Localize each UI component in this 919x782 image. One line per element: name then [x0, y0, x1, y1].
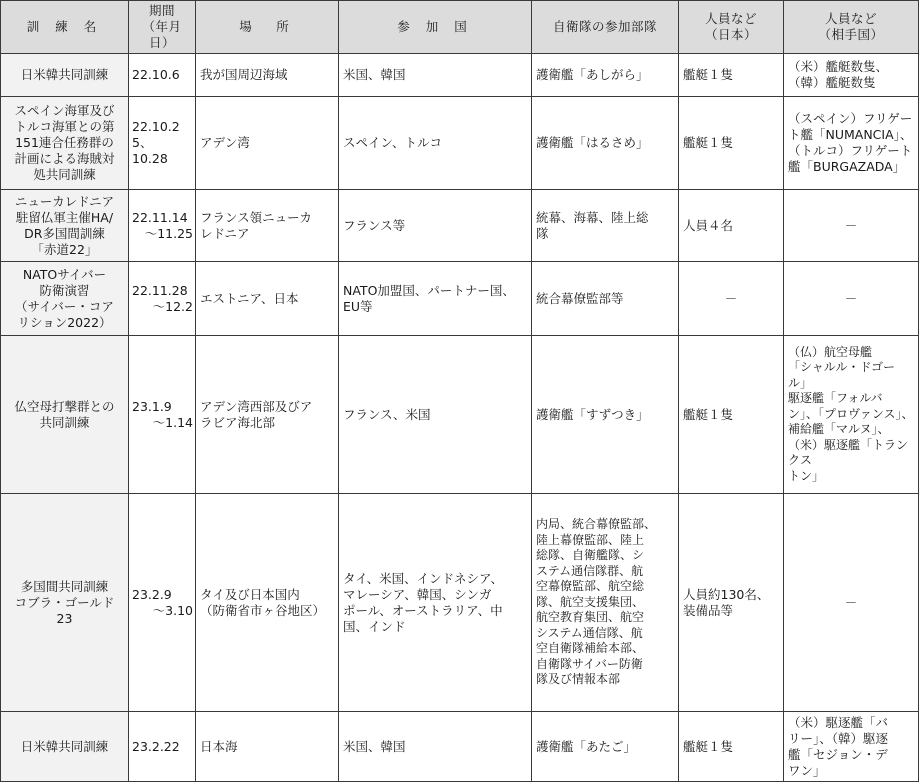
training-period	[129, 712, 196, 782]
personnel-partner: －	[784, 494, 919, 712]
participating-countries: フランス等	[339, 190, 532, 262]
training-period	[129, 54, 196, 97]
training-name: 多国間共同訓練 コブラ・ゴールド 23	[1, 494, 129, 712]
training-place: 日本海	[196, 712, 339, 782]
personnel-partner: －	[784, 262, 919, 336]
personnel-japan: 人員約130名、 装備品等	[679, 494, 784, 712]
header-name: 訓 練 名	[1, 1, 129, 54]
participating-countries: 米国、韓国	[339, 54, 532, 97]
training-name: スペイン海軍及び トルコ海軍との第 151連合任務群の 計画による海賊対 処共同訓練	[1, 97, 129, 190]
training-period	[129, 97, 196, 190]
period-start: 23.2.9	[132, 586, 172, 602]
personnel-partner: －	[784, 190, 919, 262]
header-personnel-partner: 人員など （相手国）	[784, 1, 919, 54]
personnel-japan: 艦艇１隻	[679, 54, 784, 97]
sdf-units: 護衛艦「あしがら」	[532, 54, 679, 97]
training-name: 日米韓共同訓練	[1, 54, 129, 97]
training-place: アデン湾	[196, 97, 339, 190]
period-end: ～12.2	[152, 298, 193, 314]
sdf-units: 護衛艦「はるさめ」	[532, 97, 679, 190]
period-end: ～1.14	[152, 414, 193, 430]
period-start: 23.2.22	[132, 738, 180, 754]
personnel-partner: （スペイン）フリゲー ト艦「NUMANCIA」、 （トルコ）フリゲート 艦「BURGAZADA」	[784, 97, 919, 190]
period-start: 22.10.6	[132, 67, 180, 82]
training-place: アデン湾西部及びア ラビア海北部	[196, 336, 339, 494]
participating-countries: スペイン、トルコ	[339, 97, 532, 190]
period-start: 22.10.25、	[132, 119, 180, 150]
personnel-japan: 艦艇１隻	[679, 336, 784, 494]
training-name: ニューカレドニア 駐留仏軍主催HA/ DR多国間訓練 「赤道22」	[1, 190, 129, 262]
personnel-partner: （仏）航空母艦 「シャルル・ドゴール」 駆逐艦「フォルバ ン」、「プロヴァンス」、 補給艦「マルヌ」、 （米）駆逐艦「トランクス トン」	[784, 336, 919, 494]
sdf-units: 統合幕僚監部等	[532, 262, 679, 336]
participating-countries: フランス、米国	[339, 336, 532, 494]
training-place: 我が国周辺海域	[196, 54, 339, 97]
period-start: 22.11.28	[132, 282, 188, 298]
participating-countries: NATO加盟国、パートナー国、 EU等	[339, 262, 532, 336]
header-countries: 参 加 国	[339, 1, 532, 54]
training-period	[129, 262, 196, 336]
sdf-units: 統幕、海幕、陸上総 隊	[532, 190, 679, 262]
table-header-row	[1, 1, 919, 54]
header-period: 期間 （年月日）	[129, 1, 196, 54]
table-row	[1, 494, 919, 712]
period-end: ～3.10	[152, 602, 193, 618]
training-period	[129, 336, 196, 494]
training-period	[129, 494, 196, 712]
table-row	[1, 712, 919, 782]
period-start: 23.1.9	[132, 398, 172, 414]
training-name: NATOサイバー 防衛演習 （サイバー・コア リション2022）	[1, 262, 129, 336]
header-place: 場 所	[196, 1, 339, 54]
table-row	[1, 336, 919, 494]
personnel-partner: （米）駆逐艦「バ リー」、（韓）駆逐 艦「セジョン・デ ワン」	[784, 712, 919, 782]
table-row	[1, 97, 919, 190]
personnel-partner: （米）艦艇数隻、 （韓）艦艇数隻	[784, 54, 919, 97]
training-period	[129, 190, 196, 262]
participating-countries: 米国、韓国	[339, 712, 532, 782]
table-row	[1, 54, 919, 97]
table-row	[1, 262, 919, 336]
period-end: ～11.25	[144, 225, 193, 241]
training-name: 仏空母打撃群との 共同訓練	[1, 336, 129, 494]
sdf-units: 内局、統合幕僚監部、 陸上幕僚監部、陸上 総隊、自衛艦隊、シ ステム通信隊群、航 空幕僚監部、航空総 隊、航空支援集団、 航空教育集団、航空 システム通信隊、航 空自衛隊補給本部、 自衛隊サイバー防衛 隊及び情報本部	[532, 494, 679, 712]
personnel-japan: 人員４名	[679, 190, 784, 262]
period-start: 22.11.14	[132, 209, 188, 225]
table-row	[1, 190, 919, 262]
training-place: エストニア、日本	[196, 262, 339, 336]
sdf-units: 護衛艦「すずつき」	[532, 336, 679, 494]
personnel-japan: 艦艇１隻	[679, 97, 784, 190]
training-place: フランス領ニューカ レドニア	[196, 190, 339, 262]
header-personnel-japan: 人員など （日本）	[679, 1, 784, 54]
personnel-japan: －	[679, 262, 784, 336]
sdf-units: 護衛艦「あたご」	[532, 712, 679, 782]
participating-countries: タイ、米国、インドネシア、 マレーシア、韓国、シンガ ポール、オーストラリア、中 国、インド	[339, 494, 532, 712]
training-place: タイ及び日本国内 （防衛省市ヶ谷地区）	[196, 494, 339, 712]
header-units: 自衛隊の参加部隊	[532, 1, 679, 54]
training-name: 日米韓共同訓練	[1, 712, 129, 782]
personnel-japan: 艦艇１隻	[679, 712, 784, 782]
period-end: 10.28	[132, 151, 168, 166]
